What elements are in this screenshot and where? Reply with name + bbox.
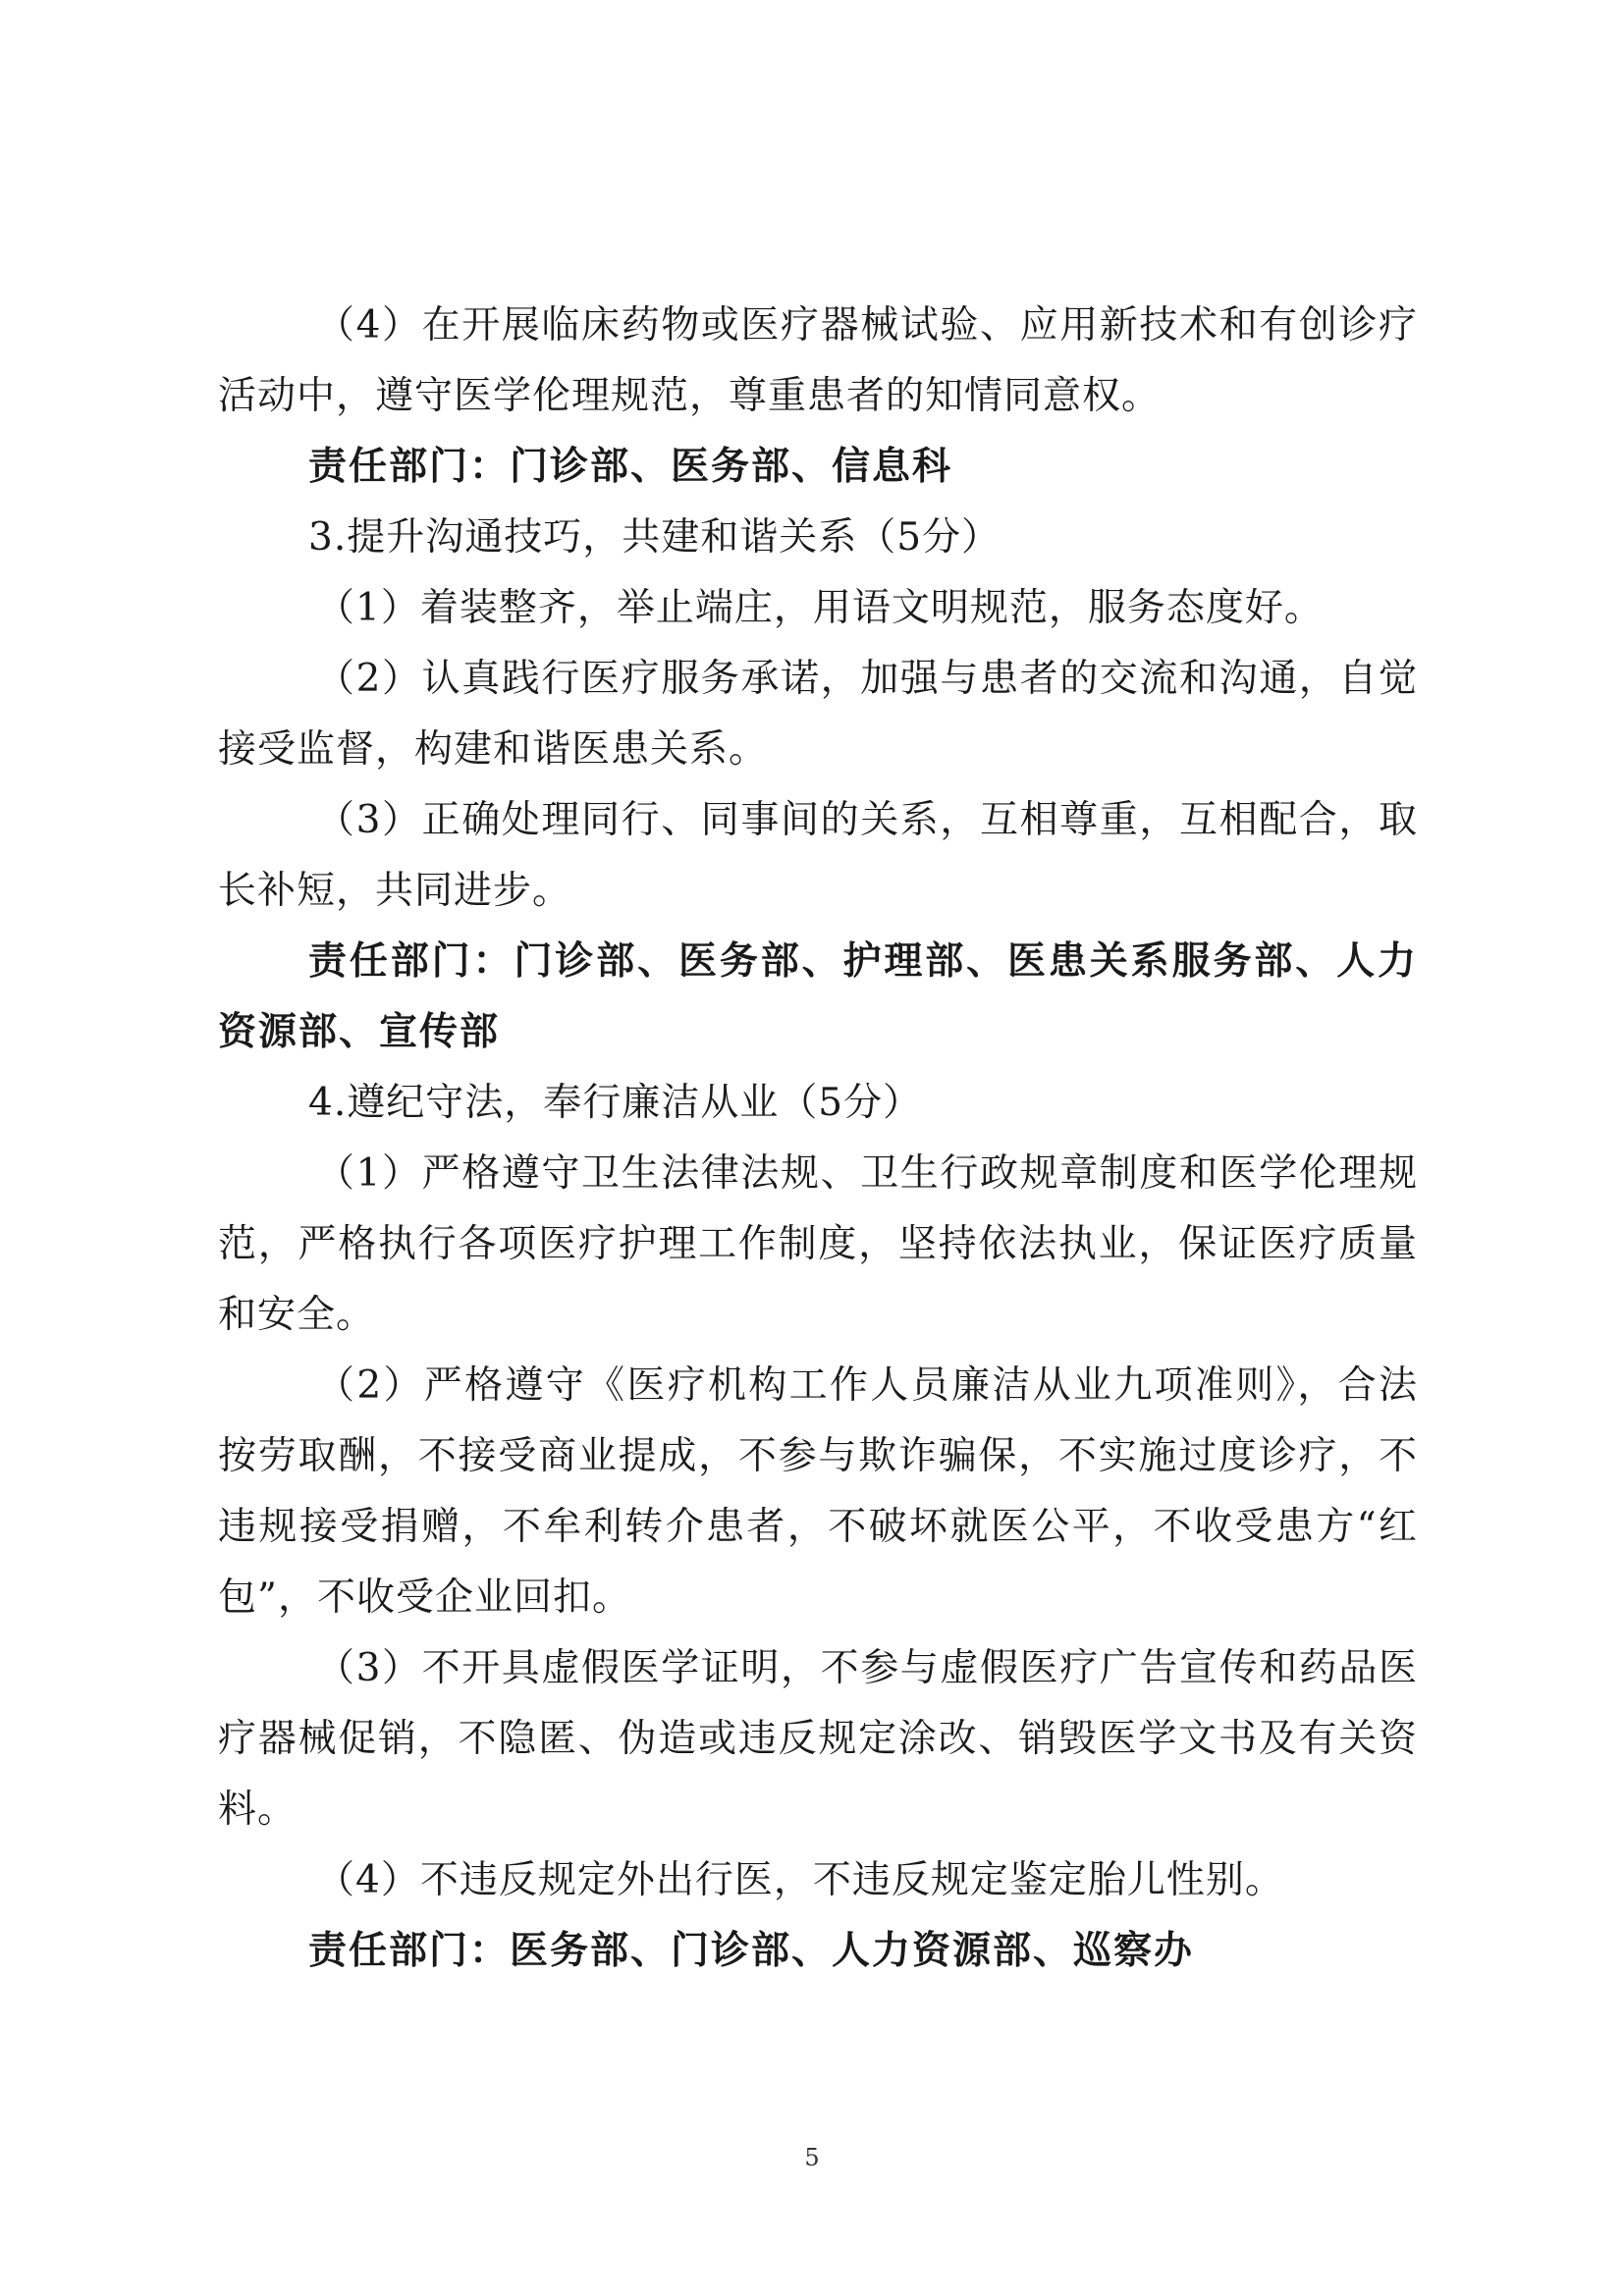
paragraph-colleague-relations: （3）正确处理同行、同事间的关系，互相尊重，互相配合，取长补短，共同进步。 — [218, 798, 1418, 913]
paragraph-false-certificates: （3）不开具虚假医学证明，不参与虚假医疗广告宣传和药品医疗器械促销，不隐匿、伪造或违反规定涂改、销毁医学文书及有关资料。 — [218, 1646, 1418, 1832]
responsible-departments-heading: 责任部门：门诊部、医务部、信息科 — [308, 445, 953, 489]
paragraph-clinical-trial-ethics: （4）在开展临床药物或医疗器械试验、应用新技术和有创诊疗活动中，遵守医学伦理规范，尊重患者的知情同意权。 — [218, 303, 1418, 418]
page-number: 5 — [804, 2144, 820, 2171]
document-body — [218, 291, 1418, 1987]
paragraph-nine-principles: （2）严格遵守《医疗机构工作人员廉洁从业九项准则》，合法按劳取酬，不接受商业提成，不参与欺诈骗保，不实施过度诊疗，不违规接受捐赠，不牟利转介患者，不破坏就医公平，不收受患方“红包”，不收受企业回扣。 — [218, 1363, 1418, 1620]
paragraph-laws-regulations: （1）严格遵守卫生法律法规、卫生行政规章制度和医学伦理规范，严格执行各项医疗护理工作制度，坚持依法执业，保证医疗质量和安全。 — [218, 1151, 1418, 1337]
responsible-departments-heading: 责任部门：门诊部、医务部、护理部、医患关系服务部、人力资源部、宣传部 — [218, 939, 1418, 1054]
section-heading-communication: 3.提升沟通技巧，共建和谐关系（5分） — [308, 515, 1001, 560]
paragraph-service-commitment: （2）认真践行医疗服务承诺，加强与患者的交流和沟通，自觉接受监督，构建和谐医患关系。 — [218, 657, 1418, 772]
section-heading-integrity: 4.遵纪守法，奉行廉洁从业（5分） — [308, 1081, 923, 1125]
responsible-departments-heading: 责任部门：医务部、门诊部、人力资源部、巡察办 — [308, 1929, 1195, 1973]
paragraph-dress-conduct: （1）着装整齐，举止端庄，用语文明规范，服务态度好。 — [316, 586, 1324, 630]
paragraph-outside-practice: （4）不违反规定外出行医，不违反规定鉴定胎儿性别。 — [316, 1858, 1284, 1902]
